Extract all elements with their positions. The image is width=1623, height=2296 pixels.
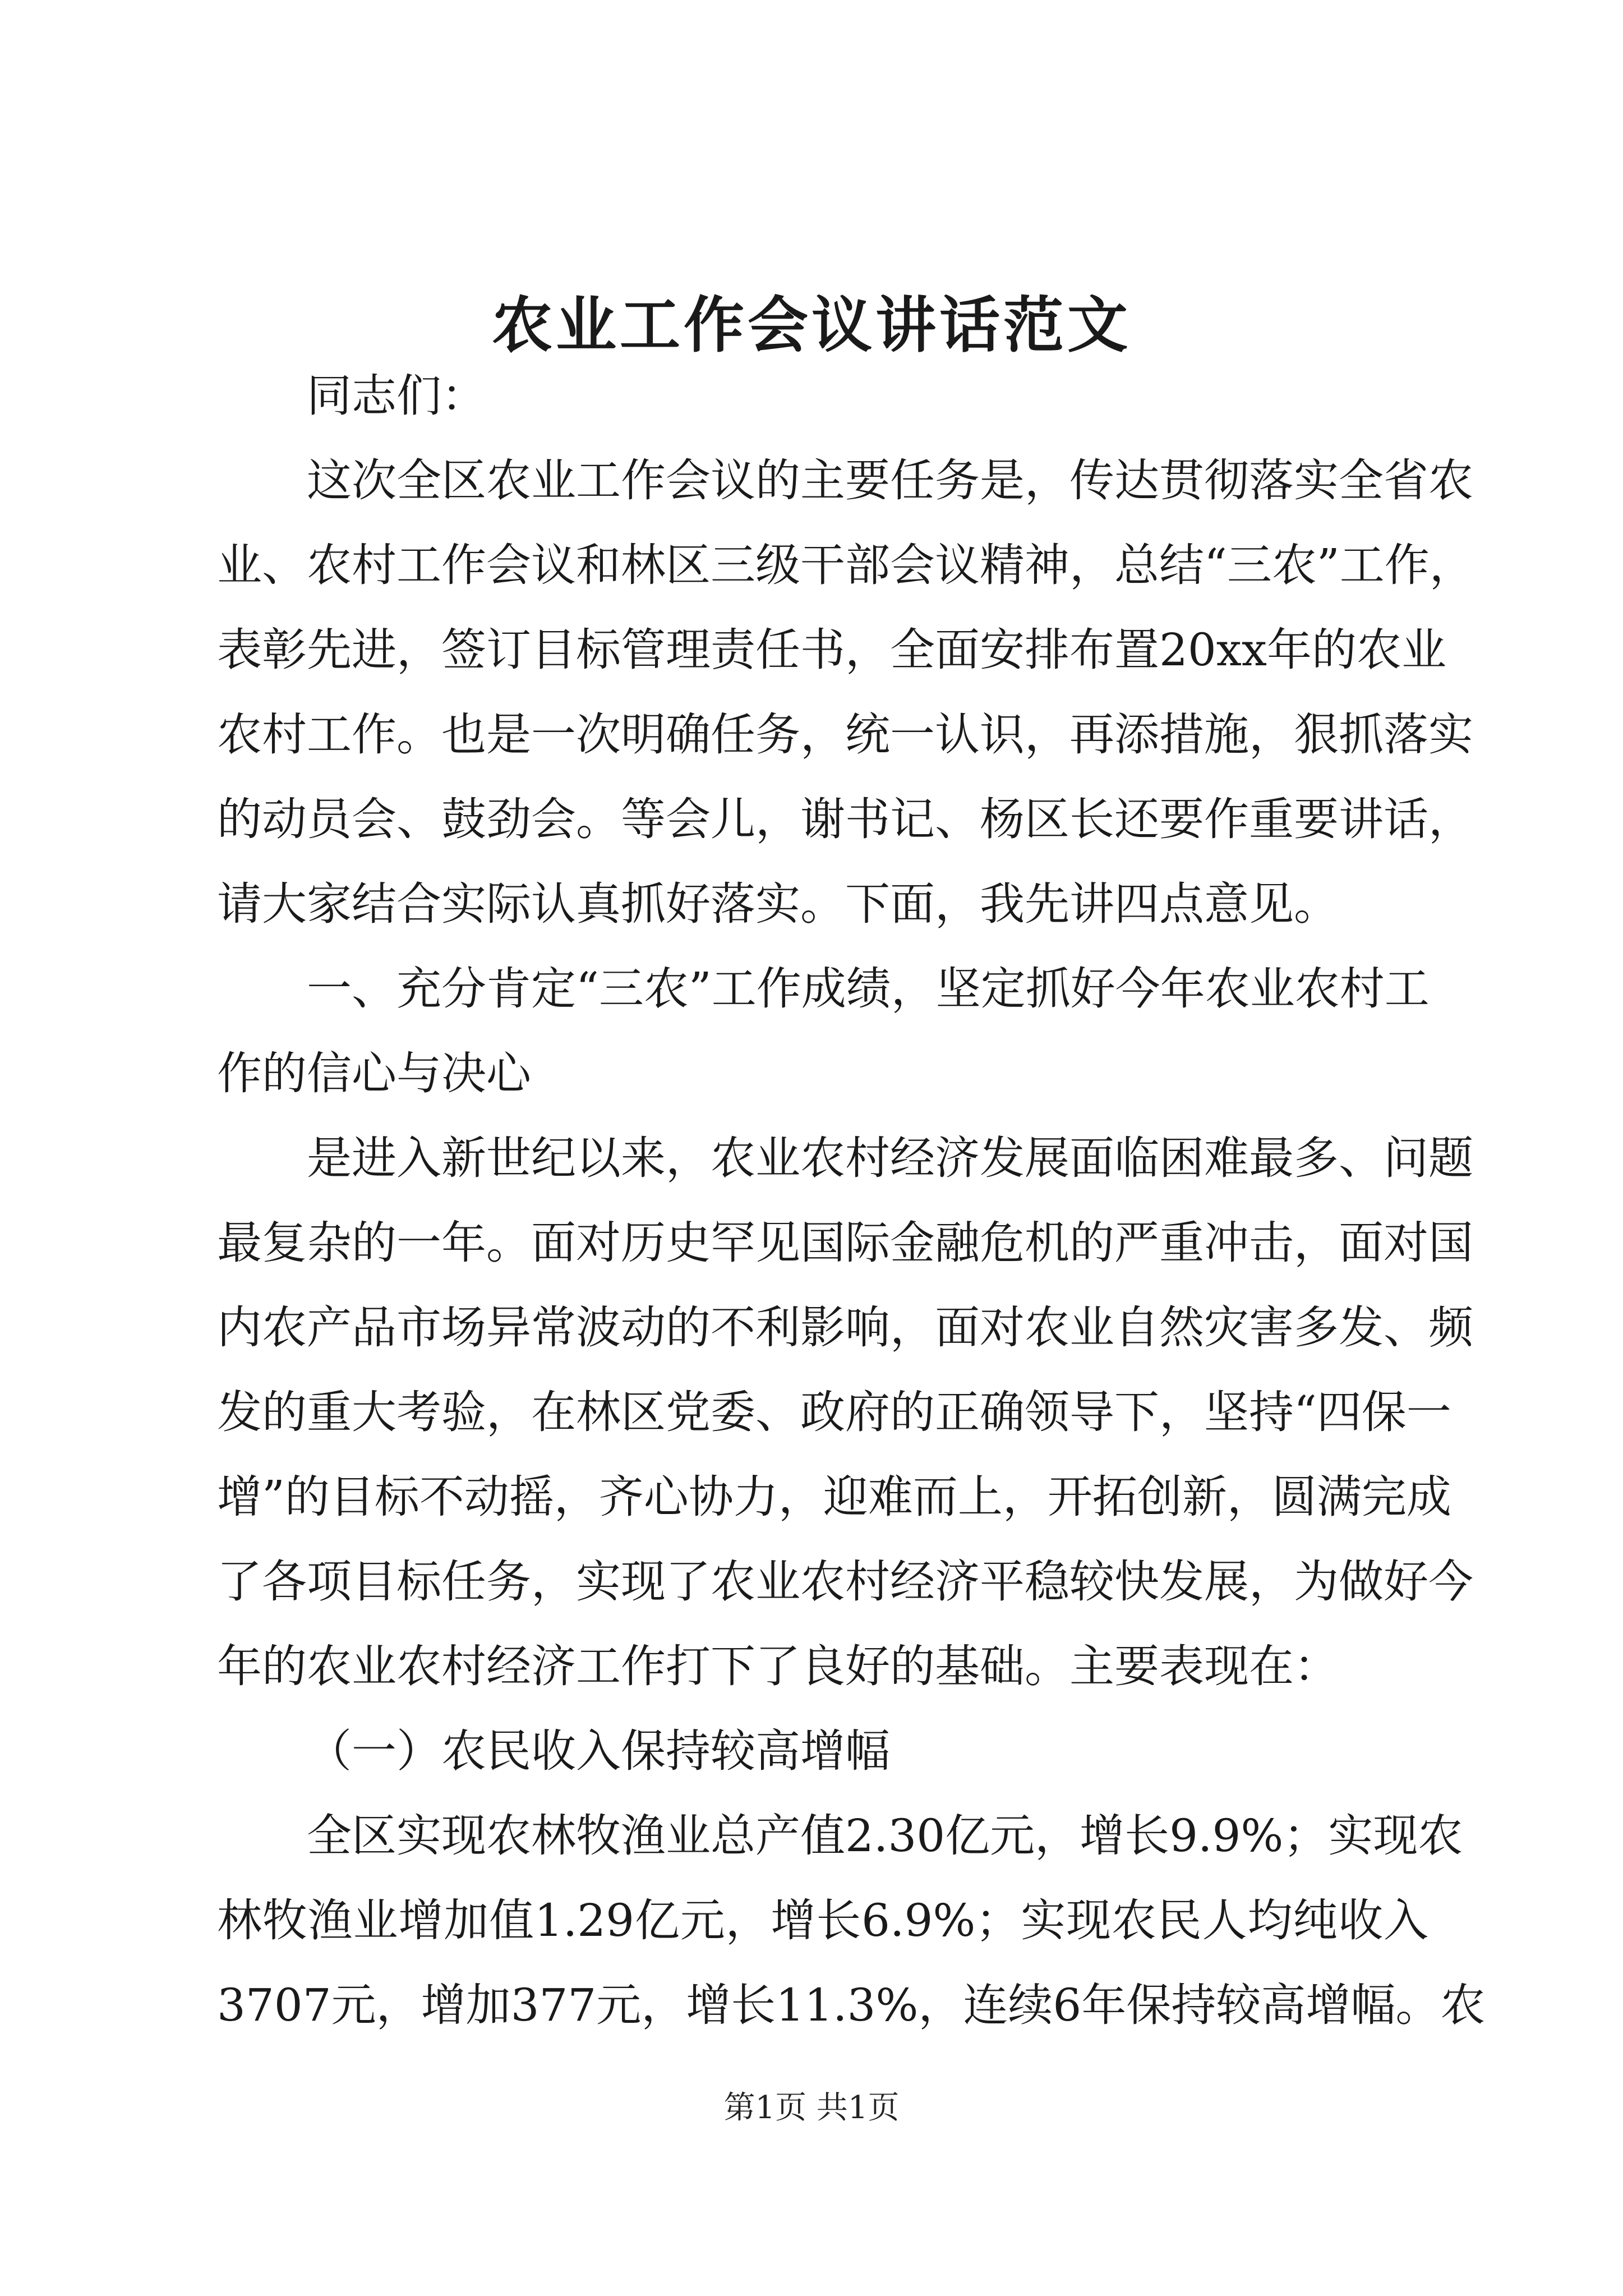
section-heading-line: 一、充分肯定“三农”工作成绩，坚定抓好今年农业农村工 [307, 963, 1430, 1015]
section-heading-line: 作的信心与决心 [217, 1047, 531, 1099]
paragraph-line: 林牧渔业增加值1.29亿元，增长6.9%；实现农民人均纯收入 [217, 1894, 1428, 1947]
paragraph-line: 增”的目标不动摇，齐心协力，迎难而上，开拓创新，圆满完成 [217, 1471, 1451, 1523]
paragraph-line: 这次全区农业工作会议的主要任务是，传达贯彻落实全省农 [307, 454, 1473, 507]
document-body [217, 353, 1486, 2047]
paragraph-line: 是进入新世纪以来，农业农村经济发展面临困难最多、问题 [307, 1132, 1473, 1184]
salutation: 同志们： [307, 370, 486, 422]
paragraph-line: 年的农业农村经济工作打下了良好的基础。主要表现在： [217, 1640, 1339, 1692]
paragraph-line: 表彰先进，签订目标管理责任书，全面安排布置20xx年的农业 [217, 624, 1447, 676]
subsection-heading: （一）农民收入保持较高增幅 [307, 1725, 890, 1777]
paragraph-line: 内农产品市场异常波动的不利影响，面对农业自然灾害多发、频 [217, 1301, 1473, 1354]
page-footer: 第1页 共1页 [723, 2090, 900, 2126]
paragraph-line: 发的重大考验，在林区党委、政府的正确领导下，坚持“四保一 [217, 1386, 1451, 1438]
paragraph-line: 全区实现农林牧渔业总产值2.30亿元，增长9.9%；实现农 [307, 1810, 1463, 1862]
paragraph-line: 业、农村工作会议和林区三级干部会议精神，总结“三农”工作， [217, 539, 1474, 591]
document-title: 农业工作会议讲话范文 [491, 290, 1131, 361]
paragraph-line: 3707元，增加377元，增长11.3%，连续6年保持较高增幅。农 [217, 1979, 1486, 2031]
paragraph-line: 最复杂的一年。面对历史罕见国际金融危机的严重冲击，面对国 [217, 1217, 1473, 1269]
paragraph-line: 农村工作。也是一次明确任务，统一认识，再添措施，狠抓落实 [217, 708, 1473, 761]
paragraph-line: 请大家结合实际认真抓好落实。下面，我先讲四点意见。 [217, 878, 1339, 930]
paragraph-line: 的动员会、鼓劲会。等会儿，谢书记、杨区长还要作重要讲话， [217, 793, 1473, 845]
paragraph-line: 了各项目标任务，实现了农业农村经济平稳较快发展，为做好今 [217, 1556, 1473, 1608]
